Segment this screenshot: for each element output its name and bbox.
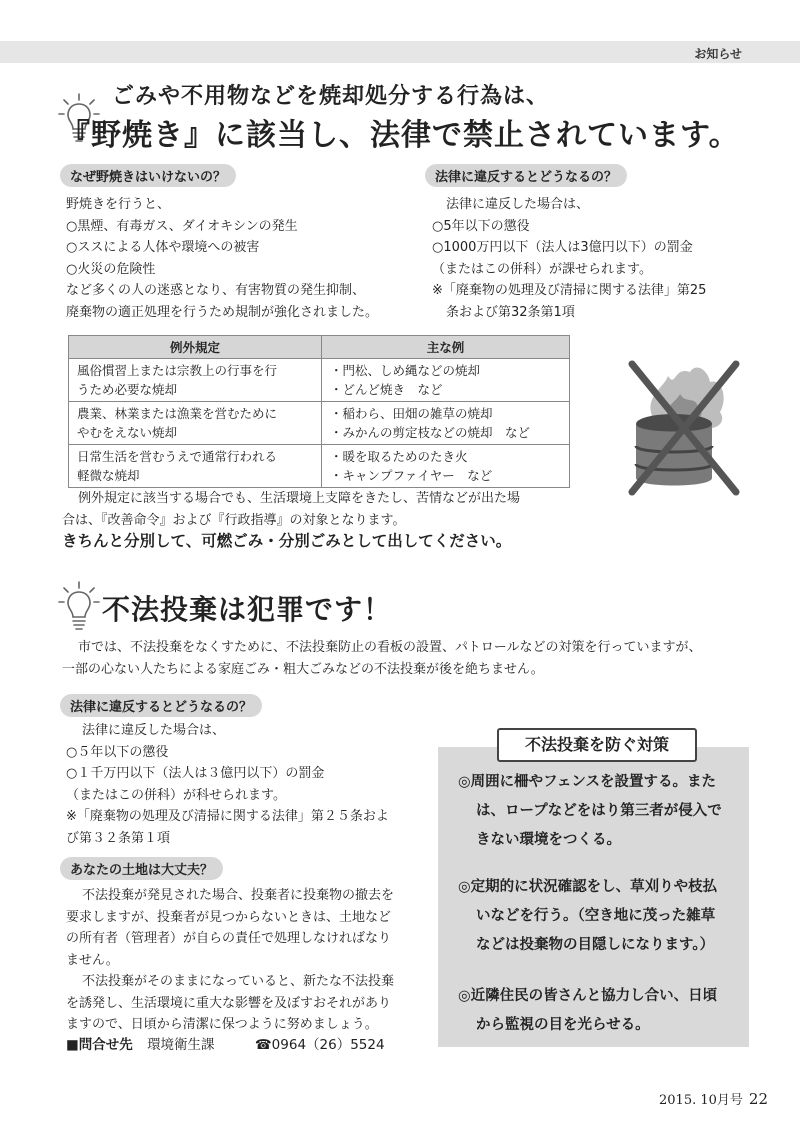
countermeasure-item: ◎定期的に状況確認をし、草刈りや枝払 いなどを行う。（空き地に茂った雑草 などは投棄物の目隠しになります。） bbox=[458, 879, 718, 953]
land-text: 不法投棄が発見された場合、投棄者に投棄物の撤去を 要求しますが、投棄者が見つからないときは、土地など の所有者（管理者）が自らの責任で処理しなければなり ません。 不法投棄がそのままになっていると、新たな不法投棄 を誘発し、生活環境に重大な影響を及ぼすおそれがあり ますので、日頃から清潔に保つように努めましょう。 bbox=[66, 888, 395, 1032]
countermeasure-item: ◎周囲に柵やフェンスを設置する。また は、ロープなどをはり第三者が侵入で きない環境をつくる。 bbox=[458, 774, 722, 848]
table-row: 農業、林業または漁業を営むために やむをえない焼却 ・稲わら、田畑の雑草の焼却 ・みかんの剪定枝などの焼却 など bbox=[69, 402, 570, 445]
countermeasure-item: ◎近隣住民の皆さんと協力し合い、日頃 から監視の目を光らせる。 bbox=[458, 988, 718, 1033]
sorting-emphasis: きちんと分別して、可燃ごみ・分別ごみとして出してください。 bbox=[62, 532, 512, 550]
violation1-heading: 法律に違反するとどうなるの？ bbox=[425, 164, 627, 187]
violation1-text: 法律に違反した場合は、 ○5年以下の懲役 ○1000万円以下（法人は3億円以下）の罰金 （またはこの併科）が課せられます。 ※「廃棄物の処理及び清掃に関する法律」第25 条および第32条第1項 bbox=[432, 197, 707, 320]
page-number: 22 bbox=[748, 1090, 768, 1108]
contact-dept: 環境衛生課 bbox=[147, 1037, 215, 1053]
contact-phone: ☎0964（26）5524 bbox=[254, 1037, 385, 1053]
table-header-examples: 主な例 bbox=[322, 336, 570, 359]
lightbulb-icon bbox=[58, 580, 100, 632]
exception-table bbox=[68, 335, 570, 488]
section2-intro: 市では、不法投棄をなくすために、不法投棄防止の看板の設置、パトロールなどの対策を行っていますが、 一部の心ない人たちによる家庭ごみ・粗大ごみなどの不法投棄が後を絶ちません。 bbox=[62, 640, 702, 677]
violation2-text: 法律に違反した場合は、 ○５年以下の懲役 ○１千万円以下（法人は３億円以下）の罰金 （またはこの併科）が科せられます。 ※「廃棄物の処理及び清掃に関する法律」第２５条およ び第３２条第１項 bbox=[66, 723, 389, 846]
countermeasure-panel-title: 不法投棄を防ぐ対策 bbox=[497, 728, 697, 762]
land-heading: あなたの土地は大丈夫？ bbox=[60, 857, 223, 880]
exception-note: 例外規定に該当する場合でも、生活環境上支障をきたし、苦情などが出た場 合は、『改善命令』および『行政指導』の対象となります。 bbox=[62, 491, 521, 528]
violation2-heading: 法律に違反するとどうなるの？ bbox=[60, 694, 262, 717]
table-row: 風俗慣習上または宗教上の行事を行 うため必要な焼却 ・門松、しめ縄などの焼却 ・どんど焼き など bbox=[69, 359, 570, 402]
burning-barrel-illustration bbox=[624, 358, 744, 498]
header-band bbox=[0, 41, 800, 63]
footer bbox=[659, 1089, 768, 1108]
section2-title: 不法投棄は犯罪です！ bbox=[102, 593, 393, 626]
table-row: 日常生活を営むうえで通常行われる 軽微な焼却 ・暖を取るためのたき火 ・キャンプファイヤー など bbox=[69, 445, 570, 488]
why-heading: なぜ野焼きはいけないの？ bbox=[60, 164, 236, 187]
section-label: お知らせ bbox=[694, 47, 742, 61]
section1-title-line2: 『野焼き』に該当し、法律で禁止されています。 bbox=[60, 118, 740, 153]
section1-title-line1: ごみや不用物などを焼却処分する行為は、 bbox=[112, 84, 550, 109]
why-text: 野焼きを行うと、 ○黒煙、有毒ガス、ダイオキシンの発生 ○ススによる人体や環境への被害 ○火災の危険性 など多くの人の迷惑となり、有害物質の発生抑制、 廃棄物の適正処理を行うため規制が強化されました。 bbox=[66, 197, 379, 320]
contact-label: ■問合せ先 bbox=[66, 1037, 133, 1053]
contact-line bbox=[66, 1033, 385, 1053]
table-header-rule: 例外規定 bbox=[69, 336, 322, 359]
issue-label: 2015. 10月号 bbox=[659, 1093, 743, 1108]
